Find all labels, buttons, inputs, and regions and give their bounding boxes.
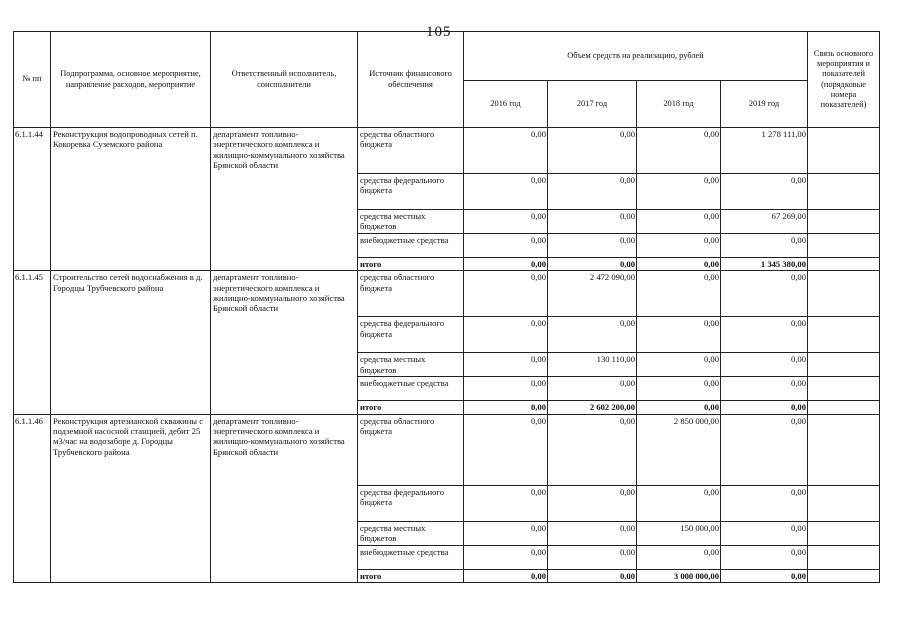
entry-executor: департамент топливно-энергетического комплекса и жилищно-коммунального хозяйства Брянской области	[211, 414, 358, 582]
amount-2018: 0,00	[637, 210, 721, 234]
amount-2016: 0,00	[464, 521, 548, 545]
funding-source: итого	[358, 569, 464, 582]
amount-2019: 0,00	[721, 174, 808, 210]
amount-2018: 0,00	[637, 271, 721, 317]
entry-code: 6.1.1.46	[14, 414, 51, 582]
amount-2016: 0,00	[464, 258, 548, 271]
table-row	[14, 128, 880, 174]
amount-2016: 0,00	[464, 210, 548, 234]
entry-executor: департамент топливно-энергетического комплекса и жилищно-коммунального хозяйства Брянской области	[211, 271, 358, 414]
header-volume: Объем средств на реализацию, рублей	[464, 32, 808, 81]
amount-2017: 0,00	[548, 174, 637, 210]
funding-source: средства федерального бюджета	[358, 174, 464, 210]
entry-name: Строительство сетей водоснабжения в д. Городцы Трубчевского района	[51, 271, 211, 414]
amount-2019: 0,00	[721, 569, 808, 582]
indicator-link-cell	[808, 271, 880, 317]
amount-2018: 0,00	[637, 128, 721, 174]
indicator-link-cell	[808, 210, 880, 234]
amount-2018: 2 850 000,00	[637, 414, 721, 485]
amount-2018: 3 000 000,00	[637, 569, 721, 582]
indicator-link-cell	[808, 569, 880, 582]
amount-2017: 0,00	[548, 377, 637, 401]
amount-2019: 0,00	[721, 521, 808, 545]
amount-2016: 0,00	[464, 271, 548, 317]
amount-2019: 0,00	[721, 401, 808, 414]
amount-2016: 0,00	[464, 353, 548, 377]
indicator-link-cell	[808, 128, 880, 174]
amount-2017: 0,00	[548, 258, 637, 271]
amount-2017: 0,00	[548, 521, 637, 545]
amount-2018: 0,00	[637, 545, 721, 569]
funding-source: средства местных бюджетов	[358, 210, 464, 234]
indicator-link-cell	[808, 401, 880, 414]
amount-2017: 0,00	[548, 569, 637, 582]
amount-2018: 0,00	[637, 234, 721, 258]
amount-2017: 2 472 090,00	[548, 271, 637, 317]
amount-2018: 0,00	[637, 401, 721, 414]
amount-2018: 0,00	[637, 174, 721, 210]
table-row	[14, 271, 880, 317]
funding-source: средства областного бюджета	[358, 271, 464, 317]
amount-2016: 0,00	[464, 545, 548, 569]
amount-2018: 0,00	[637, 258, 721, 271]
amount-2017: 0,00	[548, 545, 637, 569]
table-row	[14, 414, 880, 485]
amount-2016: 0,00	[464, 317, 548, 353]
funding-source: внебюджетные средства	[358, 545, 464, 569]
entry-code: 6.1.1.45	[14, 271, 51, 414]
amount-2016: 0,00	[464, 569, 548, 582]
indicator-link-cell	[808, 258, 880, 271]
header-year-2017: 2017 год	[548, 81, 637, 128]
amount-2017: 0,00	[548, 210, 637, 234]
header-year-2016: 2016 год	[464, 81, 548, 128]
amount-2017: 0,00	[548, 414, 637, 485]
amount-2016: 0,00	[464, 377, 548, 401]
budget-table	[13, 31, 880, 583]
amount-2018: 0,00	[637, 317, 721, 353]
amount-2016: 0,00	[464, 174, 548, 210]
amount-2019: 0,00	[721, 234, 808, 258]
header-source: Источник финансового обеспечения	[358, 32, 464, 128]
amount-2016: 0,00	[464, 414, 548, 485]
amount-2017: 0,00	[548, 234, 637, 258]
amount-2019: 0,00	[721, 545, 808, 569]
funding-source: средства местных бюджетов	[358, 521, 464, 545]
funding-source: средства областного бюджета	[358, 128, 464, 174]
header-num: № пп	[14, 32, 51, 128]
funding-source: внебюджетные средства	[358, 377, 464, 401]
funding-source: итого	[358, 401, 464, 414]
entry-name: Реконструкция артезианской скважины с подземной насосной станцией, дебит 25 м3/час на водозаборе д. Городцы Трубчевского района	[51, 414, 211, 582]
funding-source: средства областного бюджета	[358, 414, 464, 485]
amount-2019: 0,00	[721, 377, 808, 401]
funding-source: средства федерального бюджета	[358, 485, 464, 521]
amount-2017: 0,00	[548, 485, 637, 521]
funding-source: итого	[358, 258, 464, 271]
funding-source: средства местных бюджетов	[358, 353, 464, 377]
amount-2019: 67 269,00	[721, 210, 808, 234]
header-executor: Ответственный исполнитель, соисполнители	[211, 32, 358, 128]
amount-2019: 0,00	[721, 485, 808, 521]
header-year-2019: 2019 год	[721, 81, 808, 128]
entry-code: 6.1.1.44	[14, 128, 51, 271]
amount-2019: 1 345 380,00	[721, 258, 808, 271]
indicator-link-cell	[808, 545, 880, 569]
amount-2016: 0,00	[464, 485, 548, 521]
amount-2017: 0,00	[548, 317, 637, 353]
amount-2017: 130 110,00	[548, 353, 637, 377]
header-year-2018: 2018 год	[637, 81, 721, 128]
amount-2016: 0,00	[464, 234, 548, 258]
indicator-link-cell	[808, 174, 880, 210]
amount-2019: 1 278 111,00	[721, 128, 808, 174]
page-number: 105	[426, 24, 452, 40]
header-program: Подпрограмма, основное мероприятие, направление расходов, мероприятие	[51, 32, 211, 128]
indicator-link-cell	[808, 485, 880, 521]
amount-2019: 0,00	[721, 271, 808, 317]
indicator-link-cell	[808, 414, 880, 485]
amount-2019: 0,00	[721, 414, 808, 485]
entry-name: Реконструкция водопроводных сетей п. Кокоревка Суземского района	[51, 128, 211, 271]
indicator-link-cell	[808, 234, 880, 258]
amount-2018: 150 000,00	[637, 521, 721, 545]
indicator-link-cell	[808, 377, 880, 401]
indicator-link-cell	[808, 353, 880, 377]
amount-2019: 0,00	[721, 317, 808, 353]
amount-2016: 0,00	[464, 401, 548, 414]
amount-2017: 2 602 200,00	[548, 401, 637, 414]
header-link: Связь основного мероприятия и показателей (порядковые номера показателей)	[808, 32, 880, 128]
funding-source: внебюджетные средства	[358, 234, 464, 258]
amount-2018: 0,00	[637, 485, 721, 521]
amount-2018: 0,00	[637, 353, 721, 377]
funding-source: средства федерального бюджета	[358, 317, 464, 353]
indicator-link-cell	[808, 317, 880, 353]
amount-2019: 0,00	[721, 353, 808, 377]
table-body	[14, 128, 880, 583]
amount-2018: 0,00	[637, 377, 721, 401]
entry-executor: департамент топливно-энергетического комплекса и жилищно-коммунального хозяйства Брянской области	[211, 128, 358, 271]
indicator-link-cell	[808, 521, 880, 545]
amount-2016: 0,00	[464, 128, 548, 174]
amount-2017: 0,00	[548, 128, 637, 174]
